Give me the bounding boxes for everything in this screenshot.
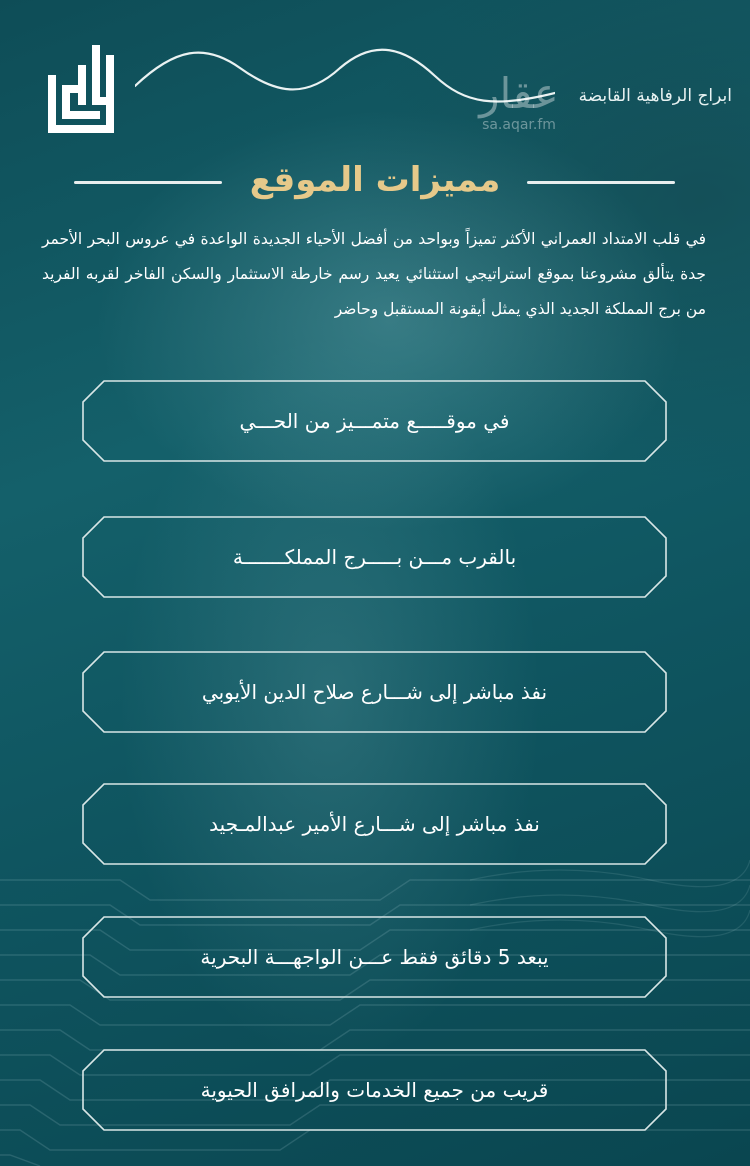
abraj-logo-icon xyxy=(48,45,114,133)
title-divider-right xyxy=(527,181,675,184)
header xyxy=(0,0,750,150)
intro-paragraph: في قلب الامتداد العمراني الأكثر تميزاً وبواحد من أفضل الأحياء الجديدة الواعدة في عروس البحر الأحمر جدة يتألق مشروعنا بموقع استراتيجي استثنائي يعيد رسم خارطة الاستثمار والسكن الفاخر لقربه الفريد من برج المملكة الجديد الذي يمثل أيقونة المستقبل وحاضر xyxy=(42,230,706,318)
feature-item xyxy=(82,380,667,462)
feature-frame xyxy=(82,1049,667,1131)
feature-frame xyxy=(82,783,667,865)
feature-frame xyxy=(82,916,667,998)
feature-frame xyxy=(82,380,667,462)
feature-label: يبعد 5 دقائق فقط عـــن الواجهـــة البحرية xyxy=(200,945,549,969)
feature-item xyxy=(82,916,667,998)
aqar-watermark xyxy=(454,69,584,142)
title-divider-left xyxy=(74,181,222,184)
feature-label: نفذ مباشر إلى شـــارع الأمير عبدالمـجيد xyxy=(209,812,540,836)
brand-name: ابراج الرفاهية القابضة xyxy=(578,86,732,106)
feature-label: نفذ مباشر إلى شـــارع صلاح الدين الأيوبي xyxy=(201,680,548,704)
feature-label: قريب من جميع الخدمات والمرافق الحيوية xyxy=(200,1078,549,1102)
feature-label: بالقرب مـــن بـــــرج المملكـــــــة xyxy=(232,545,517,569)
feature-frame xyxy=(82,651,667,733)
feature-item xyxy=(82,516,667,598)
feature-item xyxy=(82,1049,667,1131)
watermark-url: sa.aqar.fm xyxy=(482,117,556,133)
section-title: مميزات الموقع xyxy=(249,160,501,200)
feature-label: في موقـــــع متمـــيز من الحـــي xyxy=(239,409,510,433)
section-title-row xyxy=(0,150,750,210)
feature-frame xyxy=(82,516,667,598)
feature-item xyxy=(82,651,667,733)
watermark-main: عقار xyxy=(479,69,559,118)
feature-item xyxy=(82,783,667,865)
